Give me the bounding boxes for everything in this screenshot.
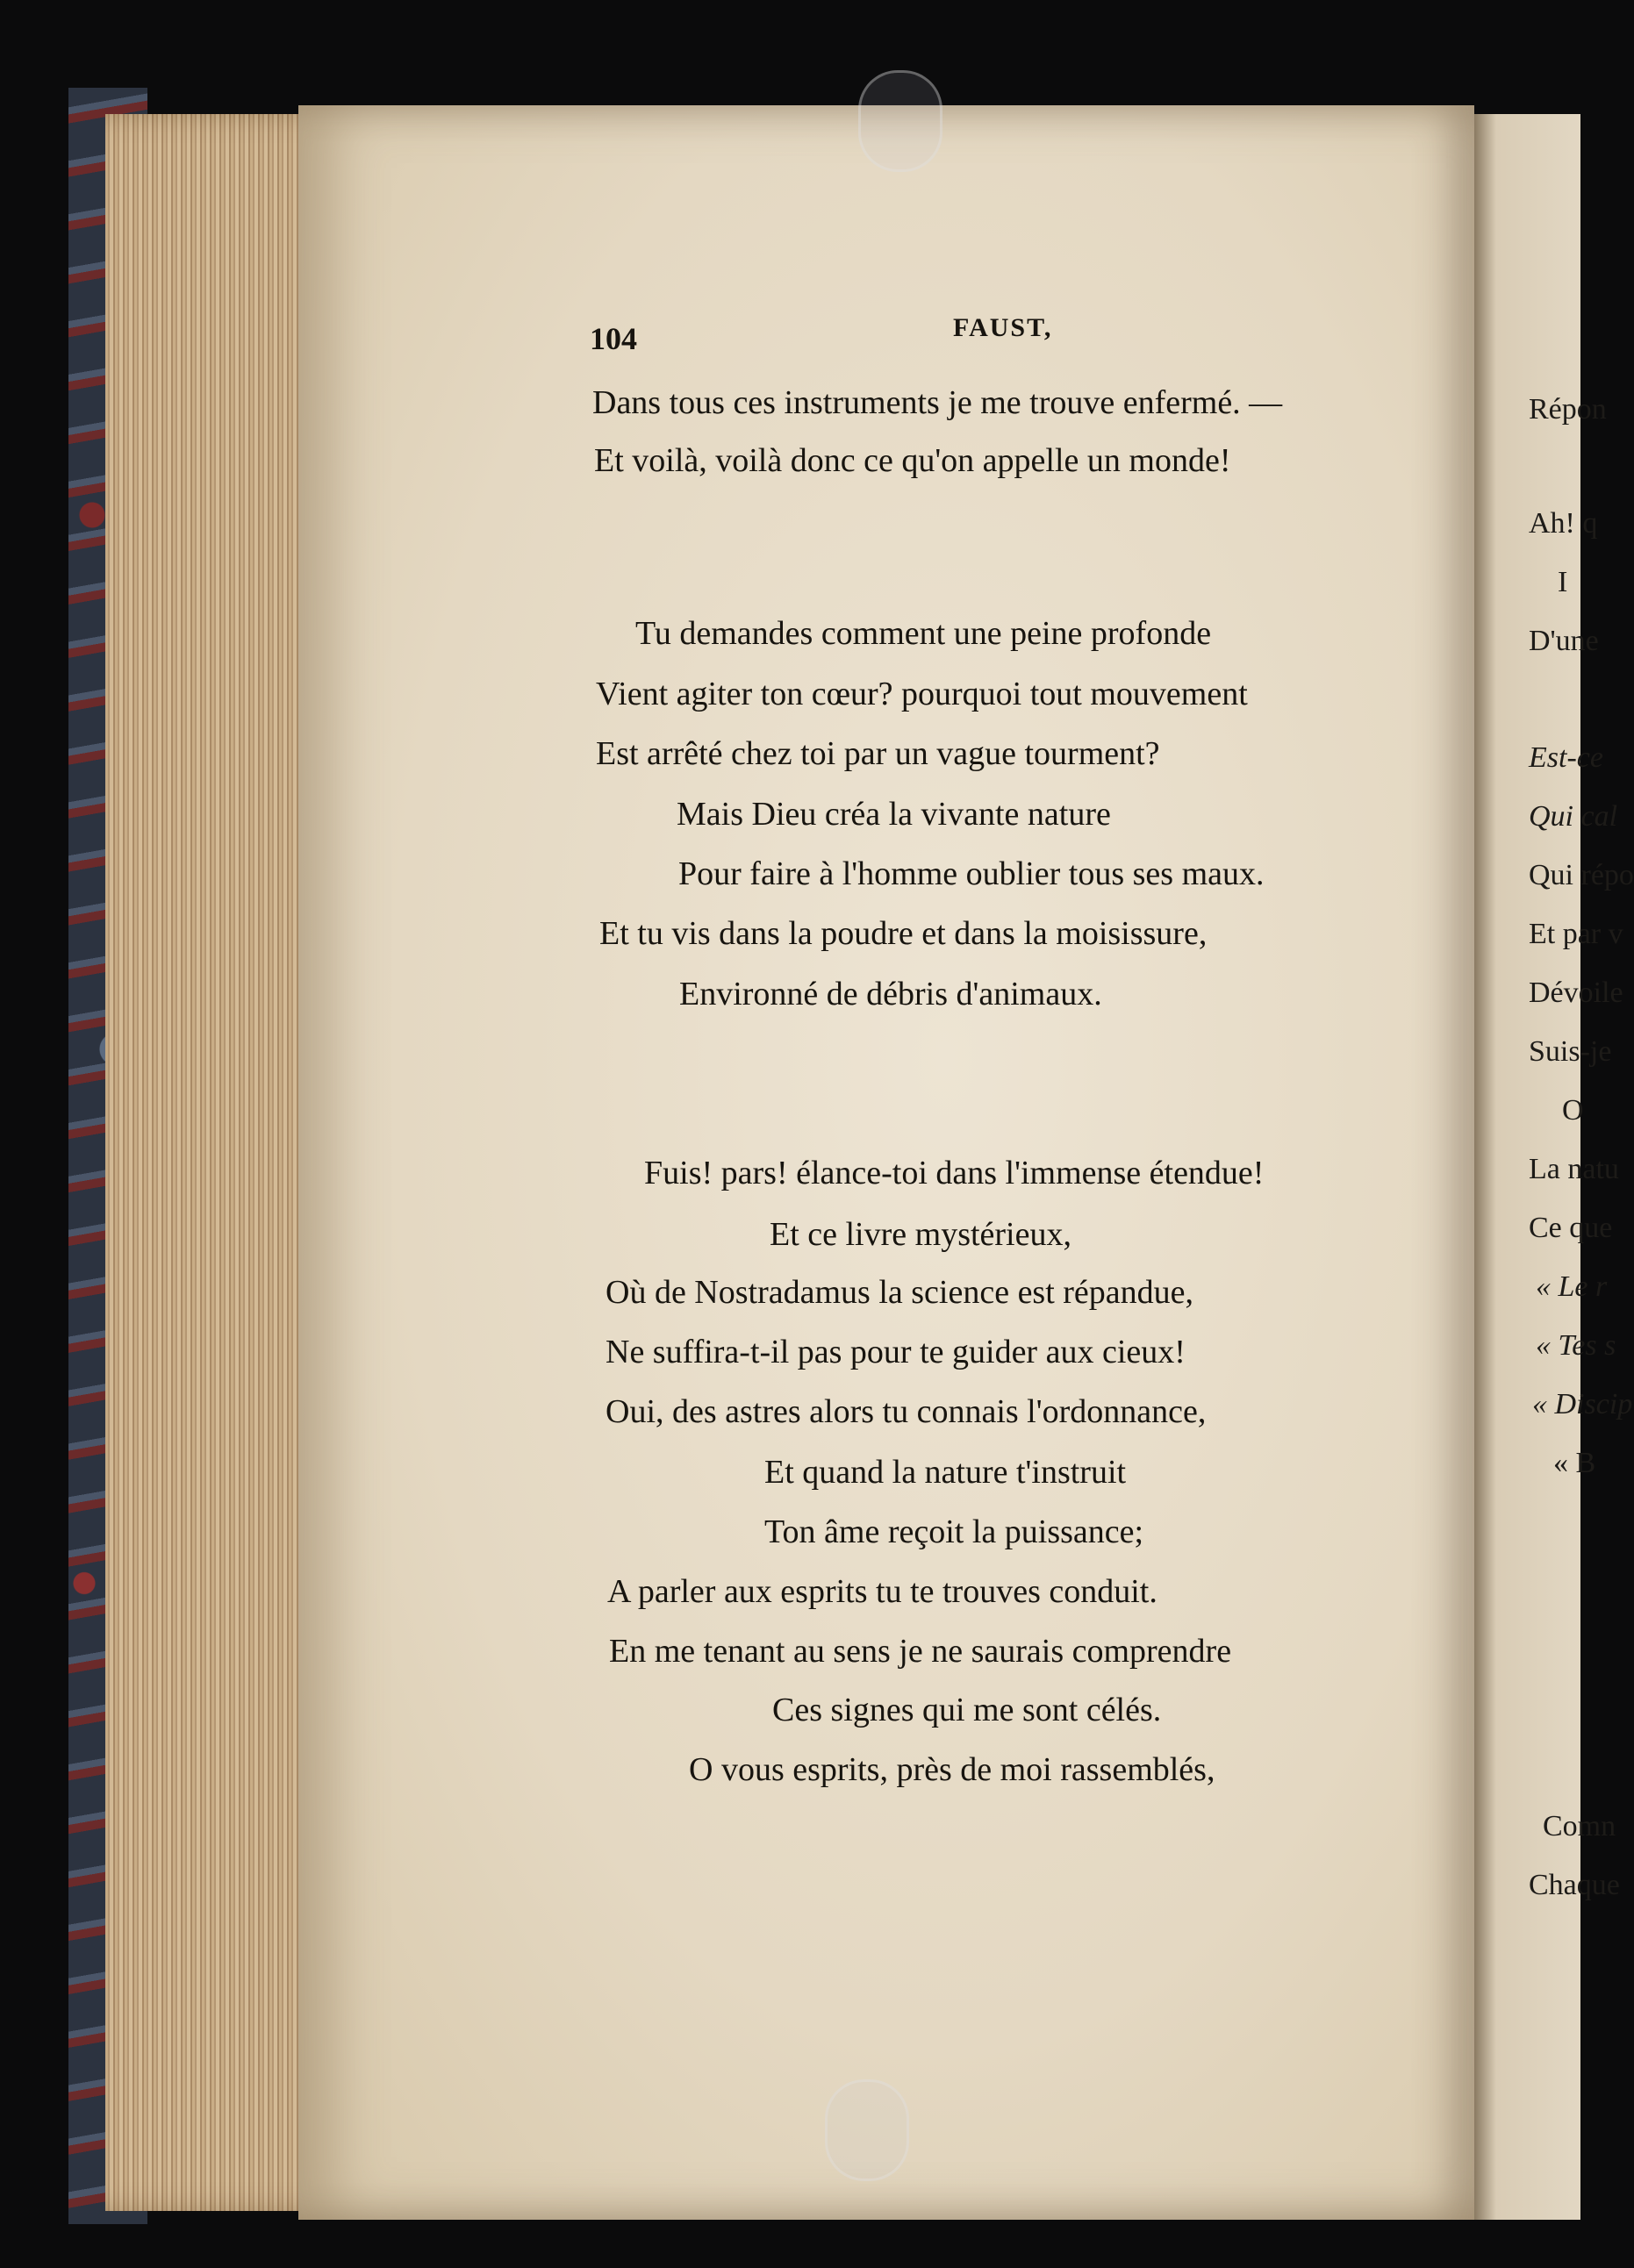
facing-page-fragment: « Discip (1532, 1388, 1633, 1420)
facing-page-fragment: La natu (1529, 1153, 1619, 1185)
facing-page-fragment: O (1562, 1094, 1584, 1127)
facing-page (1474, 114, 1634, 2220)
facing-page-fragment: Chaque (1529, 1869, 1620, 1901)
facing-page-fragment: Ce que (1529, 1212, 1613, 1244)
facing-page-fragment: D'une (1529, 625, 1599, 657)
facing-page-fragment: Suis-je (1529, 1035, 1612, 1068)
facing-page-fragment: Est-ce (1529, 741, 1603, 774)
facing-page-fragment: « B (1553, 1447, 1596, 1479)
verse-line: Et tu vis dans la poudre et dans la moisissure, (599, 915, 1208, 952)
verse-line: O vous esprits, près de moi rassemblés, (689, 1751, 1215, 1788)
facing-page-fragment: Comn (1543, 1810, 1616, 1842)
verse-line: Mais Dieu créa la vivante nature (677, 796, 1111, 833)
verse-line: Et ce livre mystérieux, (770, 1216, 1071, 1253)
verse-line: Oui, des astres alors tu connais l'ordonnance, (606, 1393, 1207, 1430)
facing-page-fragment: « Tes s (1536, 1329, 1616, 1362)
facing-page-fragment: Ah! q (1529, 507, 1598, 540)
verse-line: A parler aux esprits tu te trouves conduit. (607, 1573, 1157, 1610)
verse-line: Tu demandes comment une peine profonde (635, 615, 1212, 652)
page-clip-top (858, 70, 942, 172)
verse-line: En me tenant au sens je ne saurais comprendre (609, 1633, 1232, 1670)
verse-line: Est arrêté chez toi par un vague tourment? (596, 735, 1160, 772)
verse-line: Pour faire à l'homme oublier tous ses maux. (678, 855, 1265, 892)
facing-page-fragment: Dévoile (1529, 977, 1623, 1009)
verse-line: Et quand la nature t'instruit (764, 1454, 1127, 1491)
facing-page-fragment: Répon (1529, 393, 1607, 426)
page-number: 104 (590, 321, 637, 356)
facing-page-fragment: Qui cal (1529, 800, 1618, 833)
verse-line: Fuis! pars! élance-toi dans l'immense étendue! (644, 1155, 1265, 1191)
verse-line: Où de Nostradamus la science est répandue, (606, 1274, 1194, 1311)
verse-line: Vient agiter ton cœur? pourquoi tout mouvement (596, 676, 1248, 712)
facing-page-fragment: Et par v (1529, 918, 1623, 950)
facing-page-fragment: I (1558, 566, 1568, 598)
page-clip-bottom (825, 2079, 909, 2181)
verse-line: Et voilà, voilà donc ce qu'on appelle un monde! (594, 442, 1231, 479)
verse-line: Environné de débris d'animaux. (679, 976, 1102, 1012)
running-title: FAUST, (953, 313, 1053, 342)
verse-line: Ces signes qui me sont célés. (772, 1692, 1162, 1728)
verse-line: Dans tous ces instruments je me trouve enfermé. — (592, 384, 1283, 421)
facing-page-fragment: « Le r (1536, 1270, 1608, 1303)
verse-line: Ne suffira-t-il pas pour te guider aux cieux! (606, 1334, 1186, 1370)
verse-line: Ton âme reçoit la puissance; (764, 1513, 1144, 1550)
facing-page-fragment: Qui répo (1529, 859, 1634, 891)
